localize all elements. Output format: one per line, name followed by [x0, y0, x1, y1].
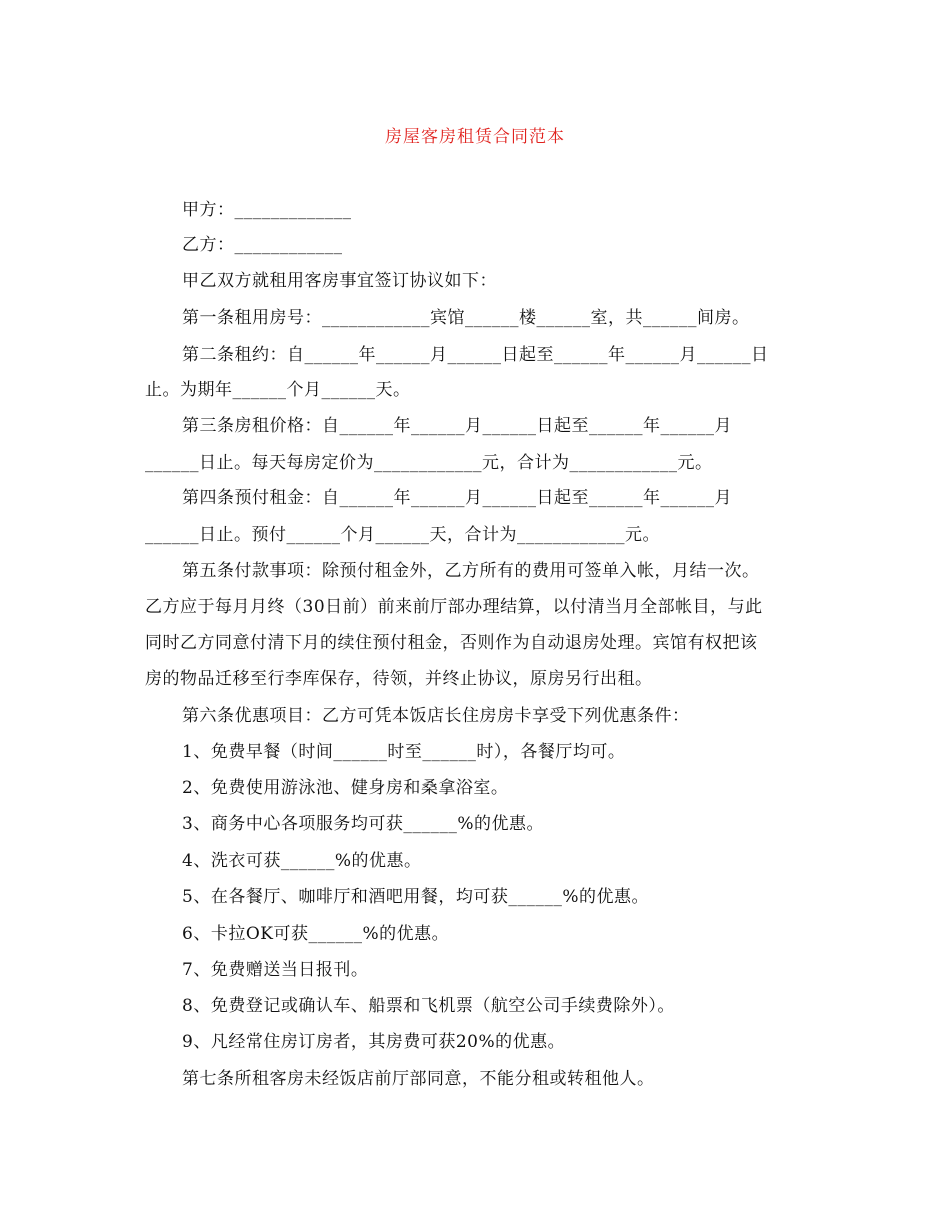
- article-3-line-1: 第三条房租价格：自______年______月______日起至______年______月: [182, 416, 732, 436]
- article-5-line-4: 房的物品迁移至行李库保存，待领，并终止协议，原房另行出租。: [145, 669, 653, 689]
- document-title: 房屋客房租赁合同范本: [385, 127, 565, 147]
- list-item: 6、卡拉OK可获______%的优惠。: [182, 924, 450, 944]
- list-item: 7、免费赠送当日报刊。: [182, 960, 369, 980]
- article-6: 第六条优惠项目：乙方可凭本饭店长住房房卡享受下列优惠条件：: [182, 706, 690, 726]
- intro-paragraph: 甲乙双方就租用客房事宜签订协议如下：: [182, 271, 497, 291]
- article-4-line-1: 第四条预付租金：自______年______月______日起至______年______月: [182, 488, 732, 508]
- article-5-line-3: 同时乙方同意付清下月的续住预付租金，否则作为自动退房处理。宾馆有权把该: [145, 633, 758, 653]
- party-a-line: 甲方：_____________: [182, 200, 352, 220]
- article-4-line-2: ______日止。预付______个月______天，合计为____________元。: [145, 525, 660, 545]
- article-2-line-1: 第二条租约：自______年______月______日起至______年______月______日: [182, 345, 769, 365]
- article-5-line-2: 乙方应于每月月终（30日前）前来前厅部办理结算，以付清当月全部帐目，与此: [145, 597, 763, 617]
- article-7: 第七条所租客房未经饭店前厅部同意，不能分租或转租他人。: [182, 1069, 655, 1089]
- list-item: 8、免费登记或确认车、船票和飞机票（航空公司手续费除外）。: [182, 996, 675, 1016]
- article-2-line-2: 止。为期年______个月______天。: [145, 380, 411, 400]
- article-3-line-2: ______日止。每天每房定价为____________元，合计为____________元。: [145, 453, 713, 473]
- list-item: 4、洗衣可获______%的优惠。: [182, 851, 422, 871]
- list-item: 3、商务中心各项服务均可获______%的优惠。: [182, 814, 544, 834]
- list-item: 9、凡经常住房订房者，其房费可获20%的优惠。: [182, 1032, 566, 1052]
- article-1: 第一条租用房号：____________宾馆______楼______室，共______间房。: [182, 308, 750, 328]
- article-5-line-1: 第五条付款事项：除预付租金外，乙方所有的费用可签单入帐，月结一次。: [182, 561, 760, 581]
- list-item: 2、免费使用游泳池、健身房和桑拿浴室。: [182, 778, 509, 798]
- party-b-line: 乙方：____________: [182, 235, 343, 255]
- list-item: 5、在各餐厅、咖啡厅和酒吧用餐，均可获______%的优惠。: [182, 887, 649, 907]
- list-item: 1、免费早餐（时间______时至______时），各餐厅均可。: [182, 742, 626, 762]
